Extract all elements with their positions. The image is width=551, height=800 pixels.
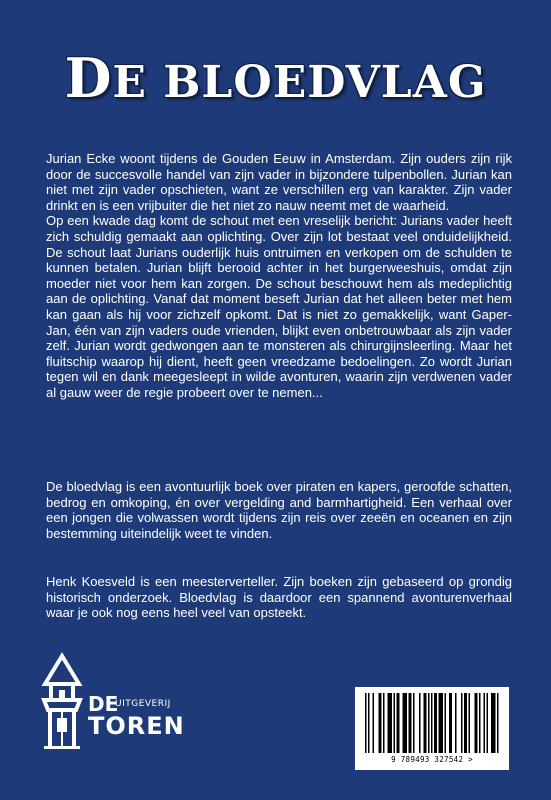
barcode-bar — [383, 693, 385, 753]
barcode-bar — [479, 693, 481, 753]
author-paragraph — [46, 574, 512, 621]
barcode-bar — [449, 693, 452, 753]
barcode-bar — [394, 693, 396, 753]
blurb-paragraph-1: Jurian Ecke woont tijdens de Gouden Eeuw in Amsterdam. Zijn ouders zijn rijk door de succesvolle handel van zijn vader in bijzondere tulpenbollen. Jurian kan niet met zijn vader opschieten, want ze verschillen erg van karakter. Zijn vader drinkt en is een vrijbuiter die het niet zo nauw neemt met de waarheid. — [46, 151, 512, 213]
barcode-bar — [413, 693, 415, 753]
barcode-bar — [445, 693, 447, 753]
barcode-bar — [368, 693, 370, 753]
barcode-bar — [464, 693, 467, 753]
barcode-bar — [419, 693, 421, 753]
barcode-bar — [491, 693, 496, 753]
barcode-bar — [424, 693, 427, 753]
barcode-bar — [434, 693, 437, 753]
barcode-bar — [484, 693, 486, 753]
about-paragraph — [46, 479, 512, 541]
publisher-toren: TOREN — [88, 712, 185, 740]
publisher-uitgeverij: UITGEVERIJ — [115, 699, 171, 709]
book-title — [0, 46, 551, 110]
barcode-bar — [439, 693, 444, 753]
barcode-bar — [373, 693, 375, 753]
barcode-bar — [428, 693, 430, 753]
blurb-paragraph-2: Op een kwade dag komt de schout met een vreselijk bericht: Jurians vader heeft zich schuldig gemaakt aan oplichting. Over zijn lot bestaat veel onduidelijkheid. De schout laat Jurians ouderlijk huis ontruimen en verkopen om de schulden te kunnen betalen. Jurian blijft berooid achter in het burgerweeshuis, omdat zijn moeder niet voor hem kan zorgen. De schout beschouwt hem als medeplichtig aan de oplichting. Vanaf dat moment beseft Jurian dat het alleen beter met hem kan gaan als hij voor zichzelf opkomt. Dat is niet zo gemakkelijk, want Gaper-Jan, één van zijn vaders oude vrienden, blijkt even onbetrouwbaar als zijn vader zelf. Jurian wordt gedwongen aan te monsteren als chirurgijnsleerling. Maar het fluitschip waarop hij dient, heeft geen vreedzame bedoelingen. Zo wordt Jurian tegen wil en dank meegesleept in wilde avonturen, waarin zijn verdwenen vader al gauw weer de regie probeert over te nemen... — [46, 213, 512, 400]
barcode-bars — [355, 687, 509, 755]
publisher-de: DE — [88, 692, 119, 716]
title-rest: E BLOEDVLAG — [112, 57, 487, 108]
barcode-bar — [379, 693, 382, 753]
barcode-bar — [431, 693, 433, 753]
barcode-bar — [388, 693, 393, 753]
barcode-bar — [455, 693, 457, 753]
barcode-bar — [469, 693, 471, 753]
barcode-bar — [403, 693, 408, 753]
isbn-number: 9 789493 327542 > — [391, 755, 473, 764]
barcode-bar — [397, 693, 400, 753]
isbn-barcode — [355, 687, 509, 770]
author-text: Henk Koesveld is een meesterverteller. Zijn boeken zijn gebaseerd op grondig historisch onderzoek. Bloedvlag is daardoor een spannend avonturenverhaal waar je ook nog eens heel veel van opsteekt. — [46, 574, 512, 621]
barcode-bar — [487, 693, 489, 753]
title-initial: D — [64, 46, 113, 110]
about-text: De bloedvlag is een avontuurlijk boek over piraten en kapers, geroofde schatten, bedrog en omkoping, én over vergelding and barmhartigheid. Een verhaal over een jongen die volwassen wordt tijdens zijn reis over zeeën en oceanen en zijn bestemming uiteindelijk weet te vinden. — [46, 479, 512, 541]
barcode-bar — [409, 693, 412, 753]
blurb — [46, 151, 512, 401]
barcode-bar — [365, 693, 367, 753]
barcode-bar — [461, 693, 463, 753]
barcode-bar — [497, 693, 499, 753]
barcode-bar — [475, 693, 478, 753]
